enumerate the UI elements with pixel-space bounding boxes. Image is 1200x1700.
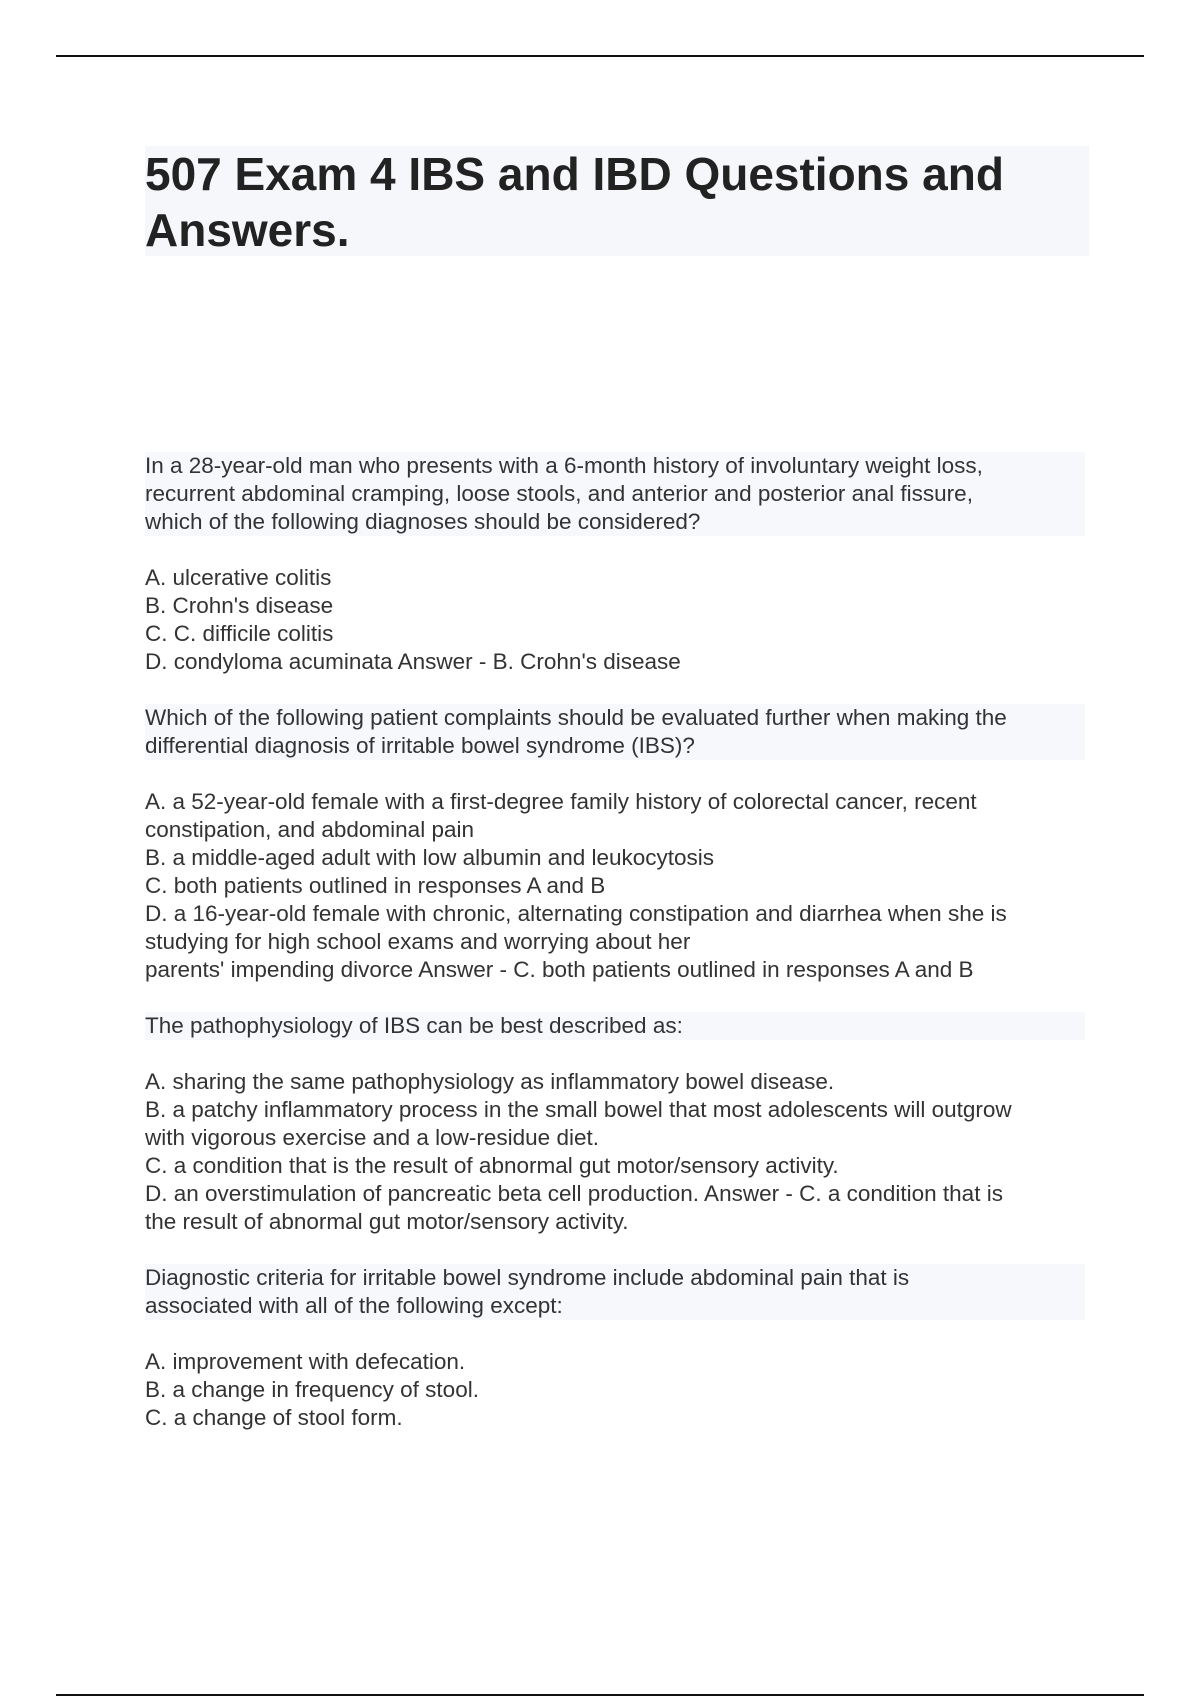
question-list (145, 452, 1085, 1460)
question-4-stem (145, 1264, 1085, 1320)
question-3-option: with vigorous exercise and a low-residue diet. (145, 1125, 599, 1150)
question-3-stem-line: The pathophysiology of IBS can be best described as: (145, 1012, 1085, 1040)
question-2-option-answer: parents' impending divorce Answer - C. both patients outlined in responses A and B (145, 957, 974, 982)
question-2-options (145, 788, 1085, 984)
question-2-option: C. both patients outlined in responses A and B (145, 873, 606, 898)
question-3-option: B. a patchy inflammatory process in the small bowel that most adolescents will outgrow (145, 1097, 1012, 1122)
question-4-option: B. a change in frequency of stool. (145, 1377, 479, 1402)
question-1-option: B. Crohn's disease (145, 593, 334, 618)
question-4-stem-line: associated with all of the following except: (145, 1292, 1085, 1320)
question-1-stem-line: which of the following diagnoses should be considered? (145, 508, 1085, 536)
question-4-option: C. a change of stool form. (145, 1405, 403, 1430)
question-4-options (145, 1348, 1085, 1432)
question-3-stem (145, 1012, 1085, 1040)
question-2-option: A. a 52-year-old female with a first-degree family history of colorectal cancer, recent (145, 789, 977, 814)
question-2-option: studying for high school exams and worrying about her (145, 929, 691, 954)
question-1-stem (145, 452, 1085, 536)
document-title-line-2: Answers. (145, 204, 350, 256)
question-2-stem-line: differential diagnosis of irritable bowel syndrome (IBS)? (145, 732, 1085, 760)
question-4-option: A. improvement with defecation. (145, 1349, 466, 1374)
question-2-option: B. a middle-aged adult with low albumin and leukocytosis (145, 845, 715, 870)
document-title-line-1: 507 Exam 4 IBS and IBD Questions and (145, 148, 1004, 200)
question-3-option: A. sharing the same pathophysiology as inflammatory bowel disease. (145, 1069, 835, 1094)
question-3-option: C. a condition that is the result of abnormal gut motor/sensory activity. (145, 1153, 839, 1178)
question-2-option: constipation, and abdominal pain (145, 817, 474, 842)
question-3-options (145, 1068, 1085, 1236)
question-1-option: C. C. difficile colitis (145, 621, 334, 646)
question-1-stem-line: recurrent abdominal cramping, loose stools, and anterior and posterior anal fissure, (145, 480, 1085, 508)
question-1-option: A. ulcerative colitis (145, 565, 332, 590)
top-rule (56, 55, 1144, 57)
question-1-options (145, 564, 1085, 676)
question-2-stem (145, 704, 1085, 760)
bottom-rule (56, 1694, 1144, 1696)
document-title (145, 146, 1089, 258)
question-3-option-answer: the result of abnormal gut motor/sensory activity. (145, 1209, 629, 1234)
question-3-option-answer: D. an overstimulation of pancreatic beta cell production. Answer - C. a condition that is (145, 1181, 1003, 1206)
question-2-option: D. a 16-year-old female with chronic, alternating constipation and diarrhea when she is (145, 901, 1007, 926)
question-4-stem-line: Diagnostic criteria for irritable bowel syndrome include abdominal pain that is (145, 1264, 1085, 1292)
question-2-stem-line: Which of the following patient complaints should be evaluated further when making the (145, 704, 1085, 732)
question-1-stem-line: In a 28-year-old man who presents with a 6-month history of involuntary weight loss, (145, 452, 1085, 480)
question-1-option-answer: D. condyloma acuminata Answer - B. Crohn's disease (145, 649, 681, 674)
